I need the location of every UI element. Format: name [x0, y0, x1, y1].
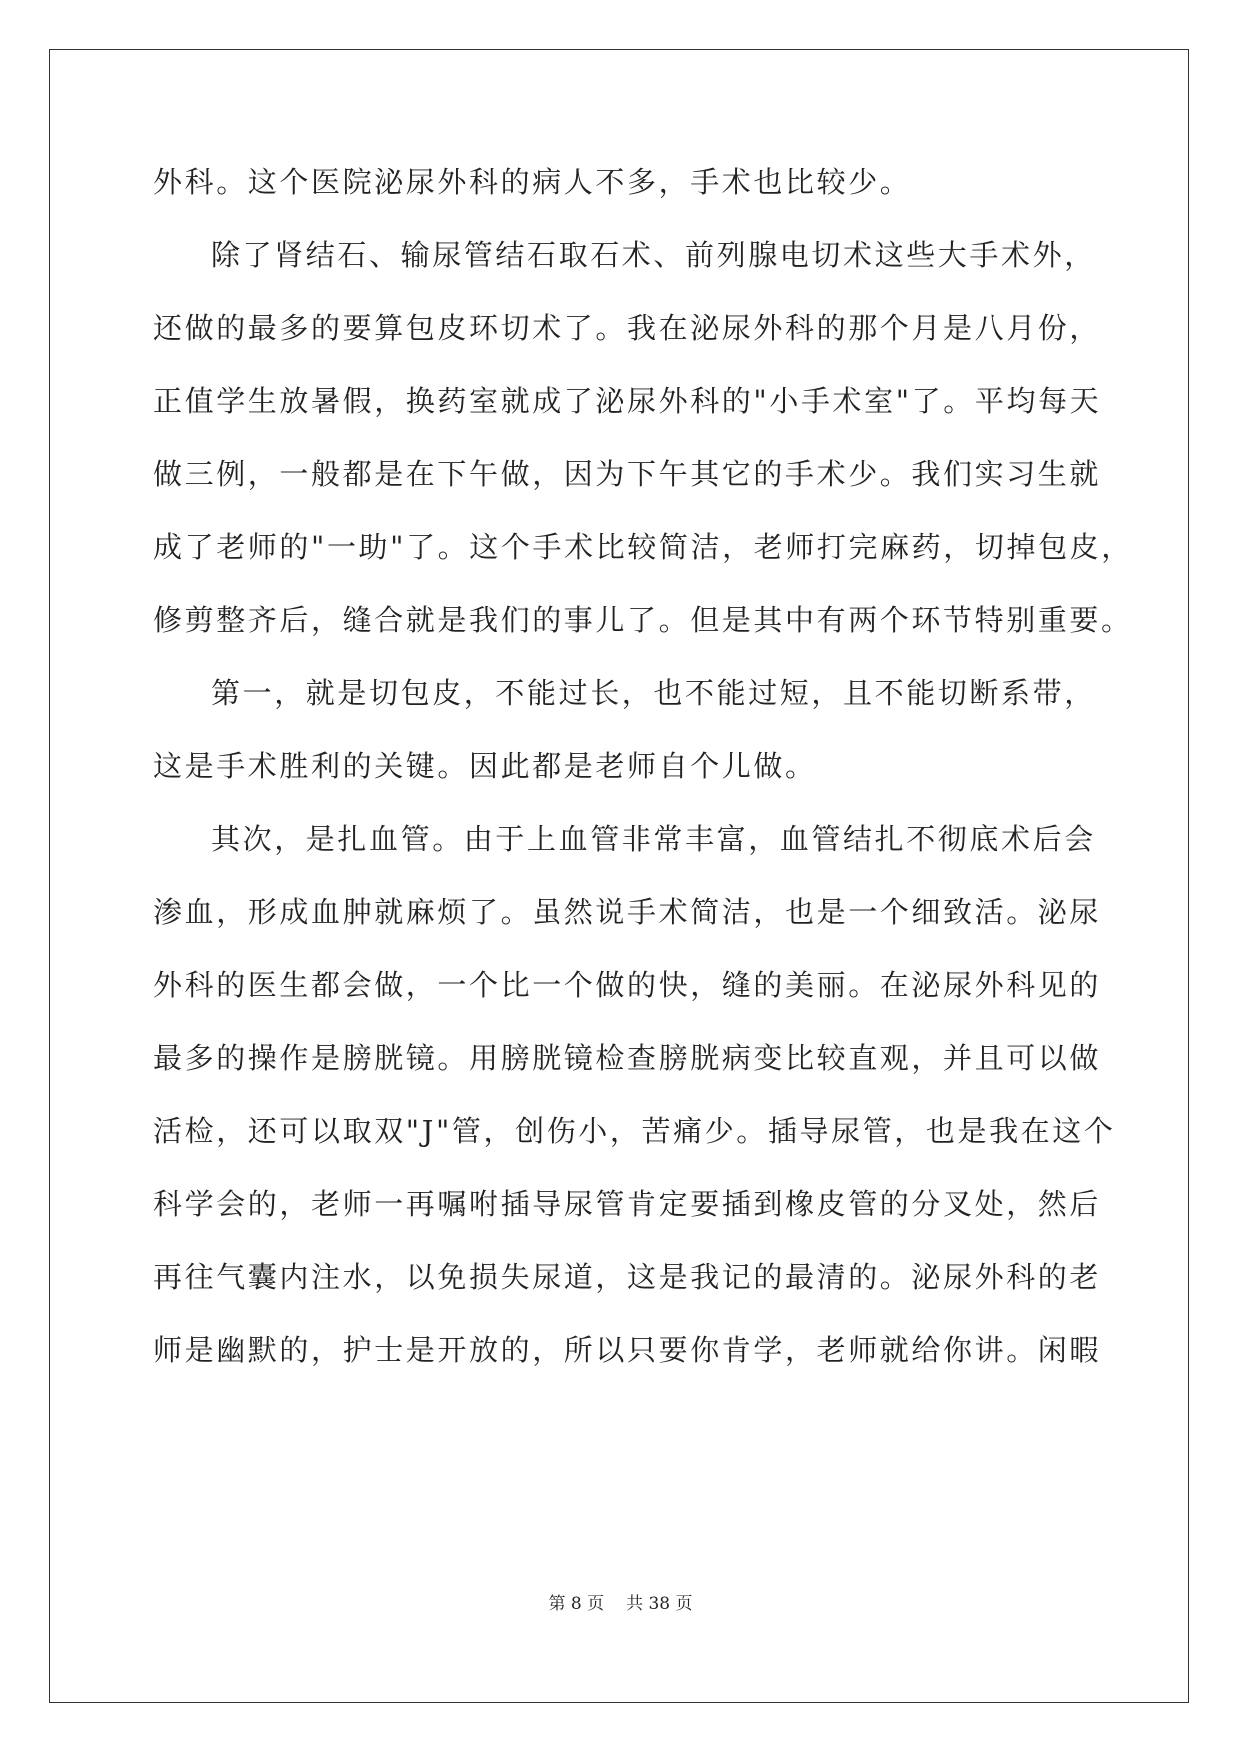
text-line-2: 除了肾结石、输尿管结石取石术、前列腺电切术这些大手术外，: [211, 238, 1096, 272]
text-line-5: 做三例，一般都是在下午做，因为下午其它的手术少。我们实习生就: [153, 457, 1102, 491]
text-line-16: 再往气囊内注水，以免损失尿道，这是我记的最清的。泌尿外科的老: [153, 1260, 1102, 1294]
page-number: 第 8 页: [548, 1594, 605, 1614]
text-line-8: 第一，就是切包皮，不能过长，也不能过短，且不能切断系带，: [211, 676, 1096, 710]
text-line-7: 修剪整齐后，缝合就是我们的事儿了。但是其中有两个环节特别重要。: [153, 603, 1133, 637]
text-line-9: 这是手术胜利的关键。因此都是老师自个儿做。: [153, 749, 817, 783]
text-line-10: 其次，是扎血管。由于上血管非常丰富，血管结扎不彻底术后会: [211, 822, 1096, 856]
page-footer: [0, 1592, 1241, 1616]
text-line-15: 科学会的，老师一再嘱咐插导尿管肯定要插到橡皮管的分叉处，然后: [153, 1187, 1102, 1221]
page-total: 共 38 页: [626, 1594, 693, 1614]
text-line-13: 最多的操作是膀胱镜。用膀胱镜检查膀胱病变比较直观，并且可以做: [153, 1041, 1102, 1075]
page-border: [49, 49, 1189, 1703]
text-line-17: 师是幽默的，护士是开放的，所以只要你肯学，老师就给你讲。闲暇: [153, 1333, 1102, 1367]
text-line-4: 正值学生放暑假，换药室就成了泌尿外科的"小手术室"了。平均每天: [153, 384, 1102, 418]
text-line-12: 外科的医生都会做，一个比一个做的快，缝的美丽。在泌尿外科见的: [153, 968, 1102, 1002]
text-line-1: 外科。这个医院泌尿外科的病人不多，手术也比较少。: [153, 165, 912, 199]
text-line-3: 还做的最多的要算包皮环切术了。我在泌尿外科的那个月是八月份，: [153, 311, 1102, 345]
text-line-14: 活检，还可以取双"J"管，创伤小，苦痛少。插导尿管，也是我在这个: [153, 1114, 1116, 1148]
text-line-6: 成了老师的"一助"了。这个手术比较简洁，老师打完麻药，切掉包皮，: [153, 530, 1133, 564]
text-line-11: 渗血，形成血肿就麻烦了。虽然说手术简洁，也是一个细致活。泌尿: [153, 895, 1102, 929]
